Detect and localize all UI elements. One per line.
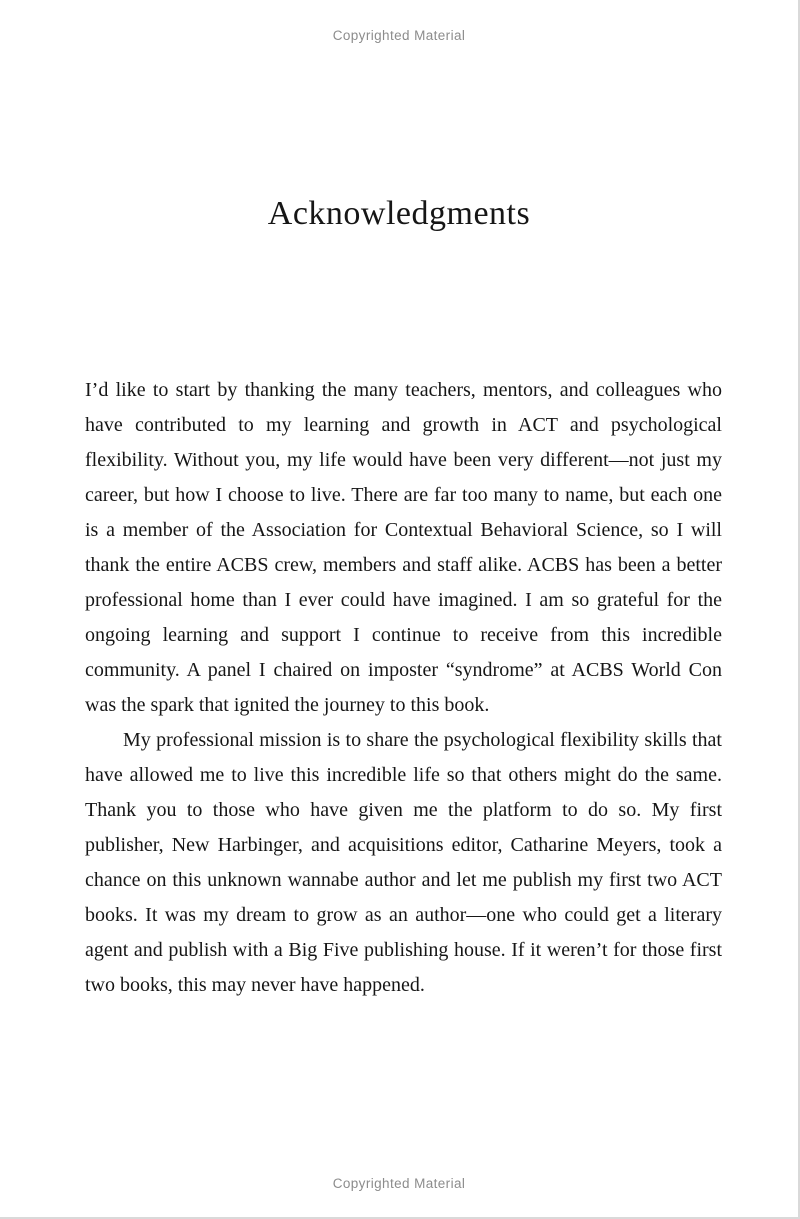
page-title: Acknowledgments xyxy=(267,195,531,232)
paragraph-2: My professional mission is to share the psychological flexibility skills that have allowed me to live this incredible life so that others might do the same. Thank you to those who have given me the platform to do so. My first publisher, New Harbinger, and acquisitions editor, Catharine Meyers, took a chance on this unknown wannabe author and let me publish my first two ACT books. It was my dream to grow as an author—one who could get a literary agent and publish with a Big Five publishing house. If it weren’t for those first two books, this may never have happened. xyxy=(85,729,722,996)
copyright-notice-top: Copyrighted Material xyxy=(332,28,466,43)
paragraph-1: I’d like to start by thanking the many teachers, mentors, and colleagues who have contributed to my learning and growth in ACT and psychological flexibility. Without you, my life would have been very different—not just my career, but how I choose to live. There are far too many to name, but each one is a member of the Association for Contextual Behavioral Science, so I will thank the entire ACBS crew, members and staff alike. ACBS has been a better professional home than I ever could have imagined. I am so grateful for the ongoing learning and support I continue to receive from this incredible community. A panel I chaired on imposter “syndrome” at ACBS World Con was the spark that ignited the journey to this book. xyxy=(85,379,722,716)
page-body xyxy=(85,373,722,1003)
copyright-notice-bottom: Copyrighted Material xyxy=(332,1176,466,1191)
